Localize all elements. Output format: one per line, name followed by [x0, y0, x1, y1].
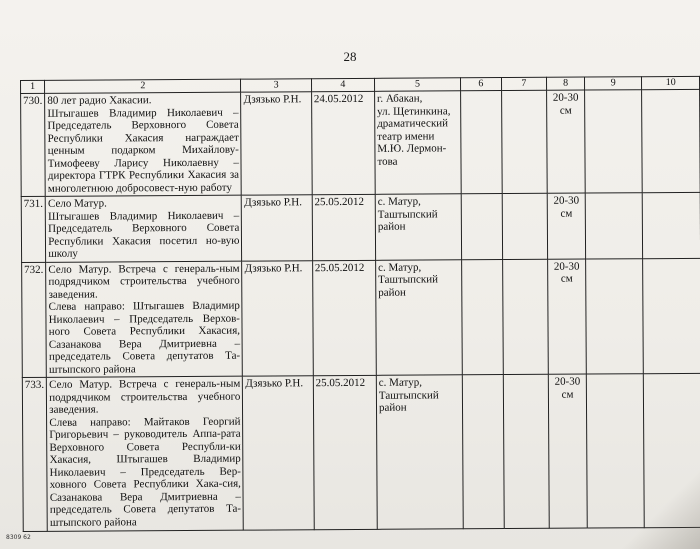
column-number: 10: [642, 76, 700, 89]
entry-number: 733.: [22, 377, 47, 531]
column-number: 8: [546, 77, 584, 90]
entry-date: 25.05.2012: [313, 375, 377, 529]
column-number: 9: [585, 77, 642, 90]
entry-description: Село Матур. Встреча с генераль-ным подрядчиком строительства учебного заведения. Слева направо: Майтаков Георгий Григорьевич – руководитель Аппа-рата Верховного Совета Республи-ки Хакасия, Штыгашев Владимир Николаевич – Председатель Вер-ховного Совета Республики Хака-сия, Сазанакова Вера Дмитриевна – председатель Совета депутатов Та-штыпского района: [47, 376, 244, 531]
entry-number: 731.: [21, 196, 46, 262]
entry-size: 20-30 см: [548, 374, 587, 528]
empty-cell: [586, 258, 644, 374]
archive-stamp: 8309 62: [6, 534, 31, 541]
entry-size: 20-30 см: [547, 193, 586, 259]
entry-place: с. Матур, Таштыпский район: [375, 194, 461, 260]
column-number: 1: [21, 80, 45, 93]
register-table: [20, 76, 700, 532]
empty-cell: [643, 192, 700, 258]
empty-cell: [462, 375, 504, 529]
empty-cell: [502, 193, 548, 259]
empty-cell: [501, 90, 547, 193]
entry-description: Село Матур. Штыгашев Владимир Николаевич – Председатель Верховного Совета Республики Хакасия посетил но-вую школу: [45, 195, 242, 262]
entry-size: 20-30 см: [548, 259, 587, 375]
empty-cell: [502, 259, 548, 375]
entry-date: 24.05.2012: [311, 91, 375, 194]
column-number: 2: [45, 79, 241, 93]
entry-number: 730.: [21, 93, 46, 196]
entry-description: 80 лет радио Хакасии. Штыгашев Владимир Николаевич – Председатель Верховного Совета Республики Хакасия награждает ценным подарком Михайлову-Тимофееву Ларису Николаевну – директора ГТРК Республики Хакасия за многолетнюю добросовест-ную работу: [45, 92, 242, 196]
empty-cell: [461, 91, 502, 194]
page-shadow: [620, 470, 700, 549]
empty-cell: [462, 259, 503, 375]
empty-cell: [503, 374, 549, 528]
entry-author: Дзязько Р.Н.: [242, 260, 313, 376]
table-row: [21, 192, 700, 262]
entry-place: с. Матур, Таштыпский район: [376, 259, 463, 375]
empty-cell: [585, 193, 643, 259]
entry-place: г. Абакан, ул. Щетинкина, драматический театр имени М.Ю. Лермон- това: [374, 91, 461, 195]
entry-date: 25.05.2012: [312, 194, 376, 260]
empty-cell: [642, 89, 700, 192]
entry-size: 20-30 см: [547, 90, 586, 193]
table-row: [22, 258, 700, 378]
entry-description: Село Матур. Встреча с генераль-ным подрядчиком строительства учебного заведения. Слева направо: Штыгашев Владимир Николаевич – Председатель Верхов-ного Совета Республики Хакасия, Сазанакова Вера Дмитриевна – председатель Совета депутатов Та-штыпского района: [46, 261, 243, 378]
column-number: 5: [374, 78, 460, 92]
empty-cell: [643, 258, 700, 374]
column-number: 7: [501, 77, 546, 90]
entry-date: 25.05.2012: [312, 260, 376, 376]
entry-number: 732.: [22, 262, 47, 378]
entry-author: Дзязько Р.Н.: [242, 195, 313, 261]
table-row: [22, 373, 700, 531]
column-number: 6: [460, 78, 501, 91]
empty-cell: [461, 194, 502, 260]
entry-author: Дзязько Р.Н.: [241, 92, 312, 195]
page-number: 28: [343, 49, 357, 64]
column-number: 3: [241, 79, 311, 92]
empty-cell: [585, 90, 643, 193]
table-row: [21, 89, 700, 196]
column-number: 4: [311, 78, 374, 91]
entry-place: с. Матур, Таштыпский район: [376, 375, 463, 530]
entry-author: Дзязько Р.Н.: [243, 376, 314, 530]
